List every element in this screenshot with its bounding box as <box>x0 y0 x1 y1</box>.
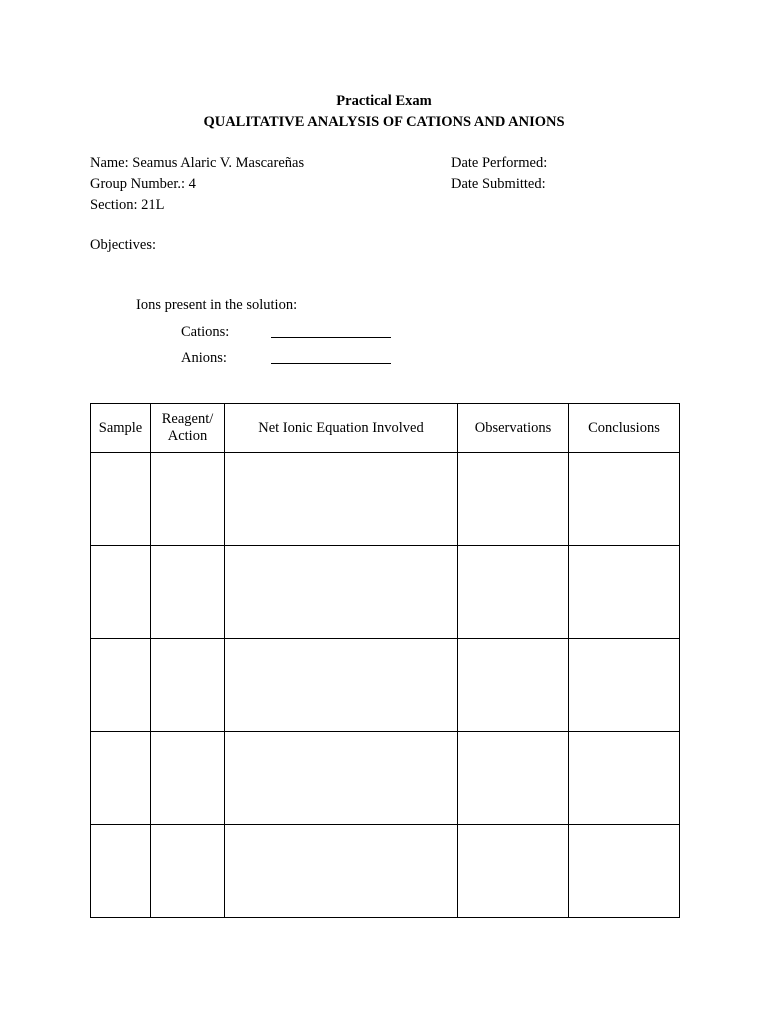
cell-observations <box>458 825 569 918</box>
date-performed-label: Date Performed: <box>451 155 548 171</box>
cell-sample <box>91 453 151 546</box>
table-row <box>91 639 680 732</box>
cell-reagent <box>151 453 225 546</box>
header-net-ionic-equation: Net Ionic Equation Involved <box>225 404 458 453</box>
cell-reagent <box>151 639 225 732</box>
header-sample: Sample <box>91 404 151 453</box>
cell-observations <box>458 639 569 732</box>
cell-observations <box>458 732 569 825</box>
cell-equation <box>225 639 458 732</box>
cell-sample <box>91 732 151 825</box>
page-title: Practical Exam <box>336 93 432 109</box>
objectives-label: Objectives: <box>90 237 157 253</box>
cell-conclusions <box>569 546 680 639</box>
group-number: Group Number.: 4 <box>90 176 196 192</box>
cell-conclusions <box>569 453 680 546</box>
cations-blank <box>271 325 391 343</box>
cell-conclusions <box>569 639 680 732</box>
cell-sample <box>91 639 151 732</box>
cell-observations <box>458 453 569 546</box>
anions-blank <box>271 351 391 369</box>
cell-equation <box>225 732 458 825</box>
cell-sample <box>91 546 151 639</box>
header-reagent-action <box>151 404 225 453</box>
cations-label: Cations: <box>181 324 230 340</box>
page-subtitle: QUALITATIVE ANALYSIS OF CATIONS AND ANIONS <box>203 114 565 130</box>
anions-label: Anions: <box>181 350 227 366</box>
table-row <box>91 825 680 918</box>
student-name: Name: Seamus Alaric V. Mascareñas <box>90 155 305 171</box>
section: Section: 21L <box>90 197 165 213</box>
cell-equation <box>225 453 458 546</box>
cell-reagent <box>151 546 225 639</box>
header-conclusions: Conclusions <box>569 404 680 453</box>
ions-heading: Ions present in the solution: <box>136 297 298 313</box>
cell-equation <box>225 546 458 639</box>
table-row <box>91 732 680 825</box>
date-submitted-label: Date Submitted: <box>451 176 546 192</box>
cell-reagent <box>151 732 225 825</box>
header-reagent-text: Reagent/ Action <box>161 411 214 444</box>
cell-reagent <box>151 825 225 918</box>
cell-sample <box>91 825 151 918</box>
table-row <box>91 453 680 546</box>
header-observations: Observations <box>458 404 569 453</box>
cell-conclusions <box>569 825 680 918</box>
cell-conclusions <box>569 732 680 825</box>
cell-observations <box>458 546 569 639</box>
results-table <box>90 403 680 918</box>
cell-equation <box>225 825 458 918</box>
table-row <box>91 546 680 639</box>
table-header-row <box>91 404 680 453</box>
